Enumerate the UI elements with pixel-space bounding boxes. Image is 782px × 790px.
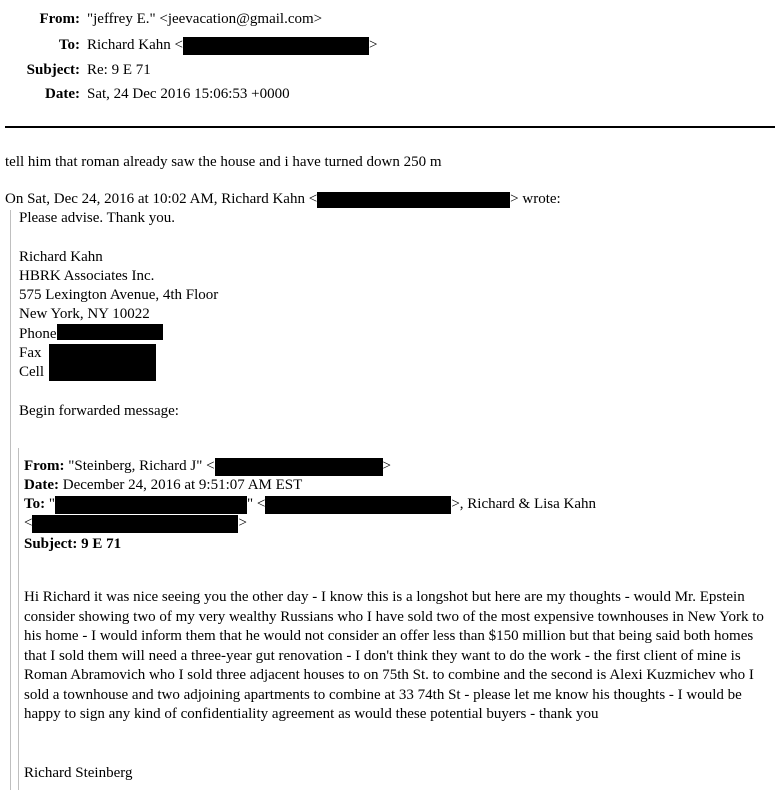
signature-cell: Cell bbox=[19, 364, 44, 380]
redaction-block bbox=[57, 324, 163, 340]
redaction-block bbox=[183, 37, 369, 55]
redaction-block bbox=[55, 496, 247, 514]
quoted-advise: Please advise. Thank you. bbox=[19, 210, 175, 226]
fwd-subject-value: 9 E 71 bbox=[81, 536, 122, 552]
fwd-body: Hi Richard it was nice seeing you the other day - I know this is a longshot but here are my thoughts - would Mr. Epstein consider showing two of my very wealthy Russians who I have sold two of the most expensive townhouses in New York to his home - I would inform them that he would not consider an offer less than $150 million but that being said both homes that I sold them will need a three-year gut renovation - I don't think they want to do the work - the first client of mine is Roman Abramovich who I sold three adjacent houses to on 75th St. to combine and the second is Alexi Kuzmichev who I sold a townhouse and two adjoining apartments to combine at 33 74th St - please let me know his thoughts - I would be happy to sign any kind of confidentiality agreement as would these potential buyers - thank you bbox=[24, 589, 764, 722]
quote-prefix: On Sat, Dec 24, 2016 at 10:02 AM, Richard Kahn < bbox=[5, 191, 318, 207]
fwd-from-value: "Steinberg, Richard J" < bbox=[68, 458, 215, 474]
to-name: Richard Kahn < bbox=[87, 37, 183, 53]
redaction-block bbox=[265, 496, 451, 514]
to-suffix: > bbox=[368, 37, 378, 53]
fwd-to-open: " bbox=[48, 496, 55, 512]
fwd-subject-label: Subject: bbox=[24, 536, 78, 552]
fwd-from-label: From: bbox=[24, 458, 65, 474]
fwd-subject-line bbox=[24, 535, 121, 554]
fwd-to-suffix: >, Richard & Lisa Kahn bbox=[451, 496, 597, 512]
fwd-to-line2-close: > bbox=[238, 515, 247, 531]
fwd-to-line2 bbox=[24, 514, 247, 533]
to-value bbox=[87, 36, 377, 55]
redaction-block bbox=[32, 515, 238, 533]
fwd-from-suffix: > bbox=[382, 458, 392, 474]
from-value: "jeffrey E." <jeevacation@gmail.com> bbox=[87, 11, 323, 27]
forward-bar bbox=[18, 448, 19, 790]
signature-fax: Fax bbox=[19, 345, 42, 361]
redaction-block bbox=[317, 192, 510, 208]
signature-phone bbox=[19, 324, 163, 344]
reply-body: tell him that roman already saw the house and i have turned down 250 m bbox=[5, 154, 442, 170]
signature-address1: 575 Lexington Avenue, 4th Floor bbox=[19, 287, 219, 303]
subject-label: Subject: bbox=[26, 62, 80, 78]
signature-name: Richard Kahn bbox=[19, 249, 103, 265]
fwd-to-mid: " < bbox=[247, 496, 266, 512]
fwd-from-line bbox=[24, 457, 391, 476]
fwd-to-label: To: bbox=[24, 496, 46, 512]
header-divider bbox=[5, 126, 775, 128]
phone-label: Phone bbox=[19, 326, 57, 342]
forward-intro: Begin forwarded message: bbox=[19, 403, 179, 419]
redaction-block bbox=[215, 458, 383, 476]
quote-suffix: > wrote: bbox=[510, 191, 561, 207]
signature-company: HBRK Associates Inc. bbox=[19, 268, 155, 284]
fwd-to-line bbox=[24, 495, 596, 514]
redaction-block bbox=[49, 344, 156, 381]
signature-address2: New York, NY 10022 bbox=[19, 306, 150, 322]
fwd-date-value: December 24, 2016 at 9:51:07 AM EST bbox=[62, 477, 303, 493]
from-label: From: bbox=[39, 11, 80, 27]
to-label: To: bbox=[58, 37, 80, 53]
fwd-date-line bbox=[24, 476, 302, 495]
quote-bar bbox=[10, 210, 11, 790]
subject-value: Re: 9 E 71 bbox=[87, 62, 151, 78]
fwd-to-line2-open: < bbox=[24, 515, 33, 531]
fwd-date-label: Date: bbox=[24, 477, 59, 493]
quote-attribution bbox=[5, 190, 561, 209]
fwd-signoff: Richard Steinberg bbox=[24, 765, 133, 781]
date-value: Sat, 24 Dec 2016 15:06:53 +0000 bbox=[87, 86, 290, 102]
date-label: Date: bbox=[45, 86, 80, 102]
